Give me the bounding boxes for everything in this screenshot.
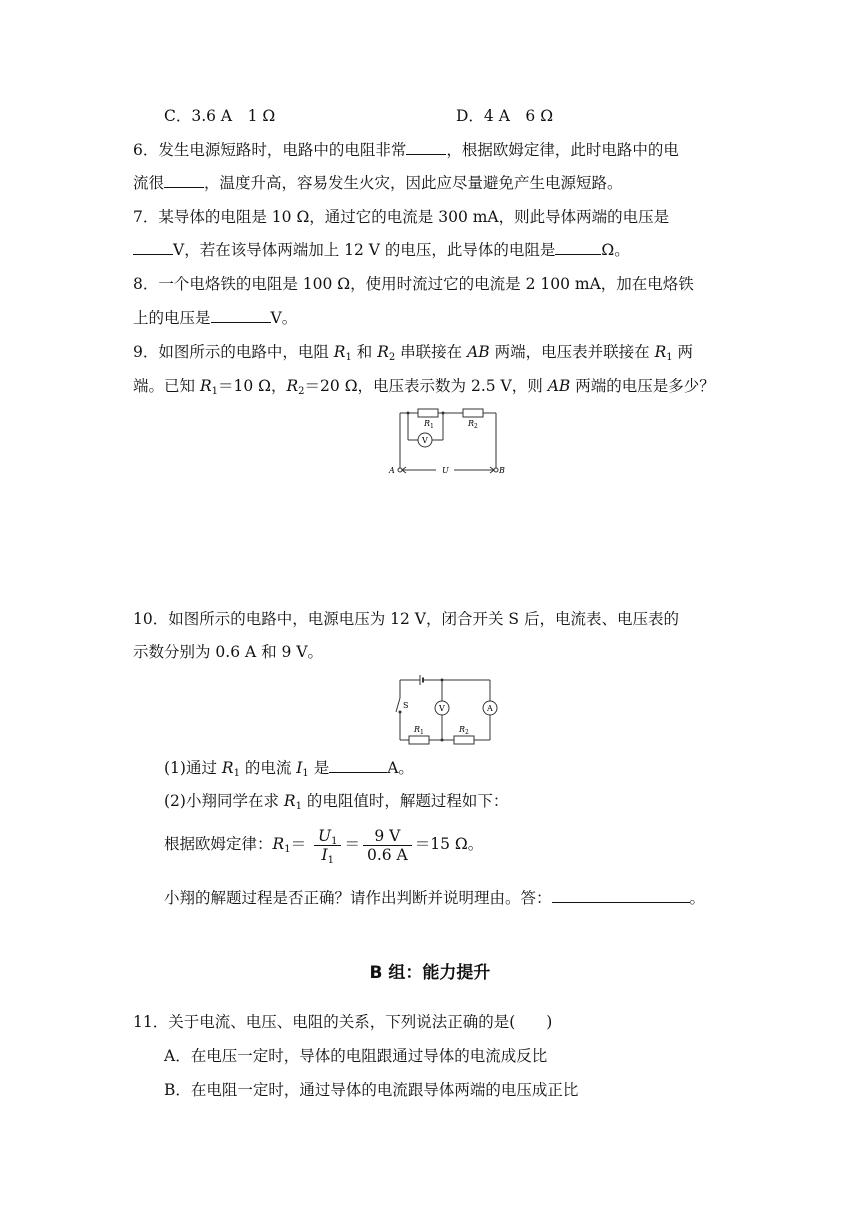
- q5-option-c: C．3.6 A 1 Ω: [164, 107, 276, 125]
- q11-stem: 11．关于电流、电压、电阻的关系，下列说法正确的是( ): [133, 1013, 553, 1031]
- q8-line1: 8．一个电烙铁的电阻是 100 Ω，使用时流过它的电流是 2 100 mA，加在电烙铁: [133, 275, 694, 293]
- q10-fig-ammeter-label: A: [487, 704, 493, 713]
- q9-line2: 端。已知 $R_1=10$ Ω，$R_2=20$ Ω，电压表示数为 2.5 V，则 AB 两端的电压是多少？: [133, 377, 715, 397]
- q8-blank[interactable]: [211, 308, 271, 323]
- q11-option-a: A．在电压一定时，导体的电阻跟通过导体的电流成反比: [164, 1047, 548, 1065]
- q10-part1: (1)通过 $R_1$ 的电流 $I_1$ 是 A。: [164, 759, 414, 779]
- q10-part3: 小翔的解题过程是否正确？请作出判断并说明理由。答： 。: [164, 889, 706, 907]
- q7-blank2[interactable]: [555, 240, 601, 255]
- q10-fig-switch-label: S: [403, 701, 409, 710]
- q10-fig-voltmeter-label: V: [439, 704, 445, 713]
- section-b-heading: B 组：能力提升: [369, 963, 491, 983]
- q6-line1: 6．发生电源短路时，电路中的电阻非常 ，根据欧姆定律，此时电路中的电: [133, 141, 679, 159]
- q6-line2: 流很 ，温度升高，容易发生火灾，因此应尽量避免产生电源短路。: [133, 174, 623, 192]
- q9-fig-r2-label: $R_2$: [468, 419, 478, 430]
- q10-fraction-symbolic: $\frac{U_1}{I_1}$: [314, 827, 341, 864]
- q10-part2: (2)小翔同学在求 $R_1$ 的电阻值时，解题过程如下：: [164, 792, 509, 812]
- q9-fig-a-label: A: [389, 466, 395, 475]
- q9-line1: 9．如图所示的电路中，电阻 $R_1$ 和 $R_2$ 串联接在 AB 两端，电压表并联接在 $R_1$ 两: [133, 343, 694, 363]
- q9-fig-r1-label: $R_1$: [424, 419, 434, 430]
- q6-blank2[interactable]: [164, 173, 204, 188]
- q10-answer-blank[interactable]: [552, 888, 690, 903]
- q10-fig-r2-label: $R_2$: [459, 725, 469, 736]
- q9-fig-voltmeter-label: V: [422, 436, 428, 445]
- q10-blank1[interactable]: [329, 758, 387, 773]
- q7-blank1[interactable]: [133, 240, 173, 255]
- q10-formula: 根据欧姆定律：$R_1=$ $\frac{U_1}{I_1}$ ＝ $\frac{9 V}{0.6 A}$ ＝15 Ω。: [164, 826, 484, 866]
- q7-line2: V，若在该导体两端加上 12 V 的电压，此导体的电阻是 Ω。: [133, 240, 630, 260]
- q11-option-b: B．在电阻一定时，通过导体的电流跟导体两端的电压成正比: [164, 1081, 579, 1099]
- q8-line2: 上的电压是 V。: [133, 309, 298, 327]
- q10-line1: 10．如图所示的电路中，电源电压为 12 V，闭合开关 S 后，电流表、电压表的: [133, 610, 679, 628]
- q9-circuit-diagram: [388, 404, 508, 480]
- q10-fig-r1-label: $R_1$: [414, 725, 424, 736]
- q10-circuit-diagram: [392, 672, 502, 748]
- q10-fraction-numeric: $\frac{9 V}{0.6 A}$: [363, 827, 412, 864]
- q6-blank1[interactable]: [406, 140, 446, 155]
- q9-fig-u-label: U: [442, 466, 449, 475]
- q10-line2: 示数分别为 0.6 A 和 9 V。: [133, 643, 324, 661]
- q9-fig-b-label: B: [499, 466, 505, 475]
- q5-option-d: D．4 A 6 Ω: [456, 107, 554, 125]
- q7-line1: 7．某导体的电阻是 10 Ω，通过它的电流是 300 mA，则此导体两端的电压是: [133, 208, 670, 226]
